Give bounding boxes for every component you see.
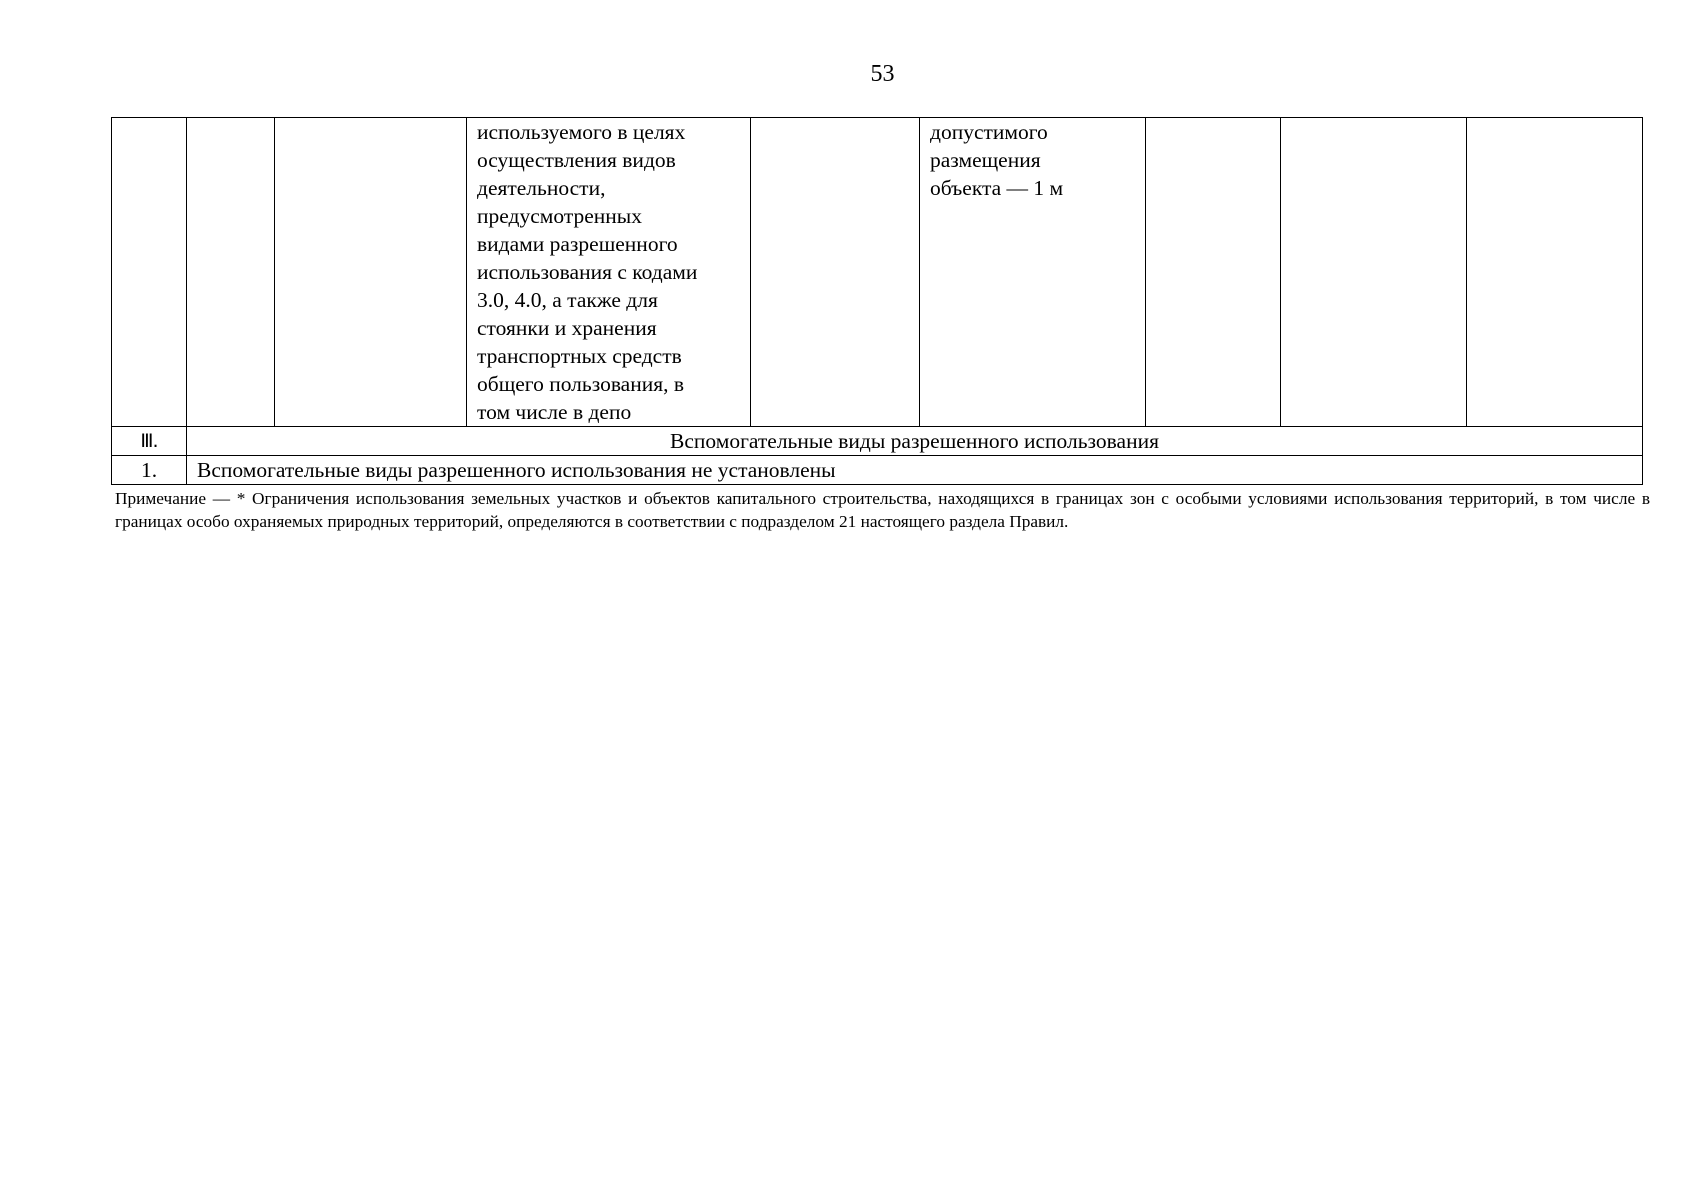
table-cell-setback: допустимого размещения объекта — 1 м <box>920 118 1146 427</box>
table-cell <box>275 118 467 427</box>
table-cell <box>1281 118 1467 427</box>
table-cell <box>1146 118 1281 427</box>
table-cell <box>751 118 920 427</box>
row-text: Вспомогательные виды разрешенного использования не установлены <box>187 456 1643 485</box>
table-row <box>112 118 1643 427</box>
section-number: Ⅲ. <box>112 427 187 456</box>
table-cell <box>112 118 187 427</box>
row-number: 1. <box>112 456 187 485</box>
section-row <box>112 427 1643 456</box>
table-cell <box>187 118 275 427</box>
table-row <box>112 456 1643 485</box>
land-use-table <box>111 117 1643 485</box>
footnote: Примечание — * Ограничения использования земельных участков и объектов капитального строительства, находящихся в границах зон с особыми условиями использования территорий, в том числе в границах особо охраняемых природных территорий, определяются в соответствии с подразделом 21 настоящего раздела Правил. <box>115 489 1650 531</box>
section-title: Вспомогательные виды разрешенного использования <box>187 427 1643 456</box>
table-cell-purpose: используемого в целях осуществления видов деятельности, предусмотренных видами разрешенного использования с кодами 3.0, 4.0, а также для стоянки и хранения транспортных средств общего пользования, в том числе в депо <box>467 118 751 427</box>
table-cell <box>1467 118 1643 427</box>
page-number: 53 <box>870 61 895 87</box>
